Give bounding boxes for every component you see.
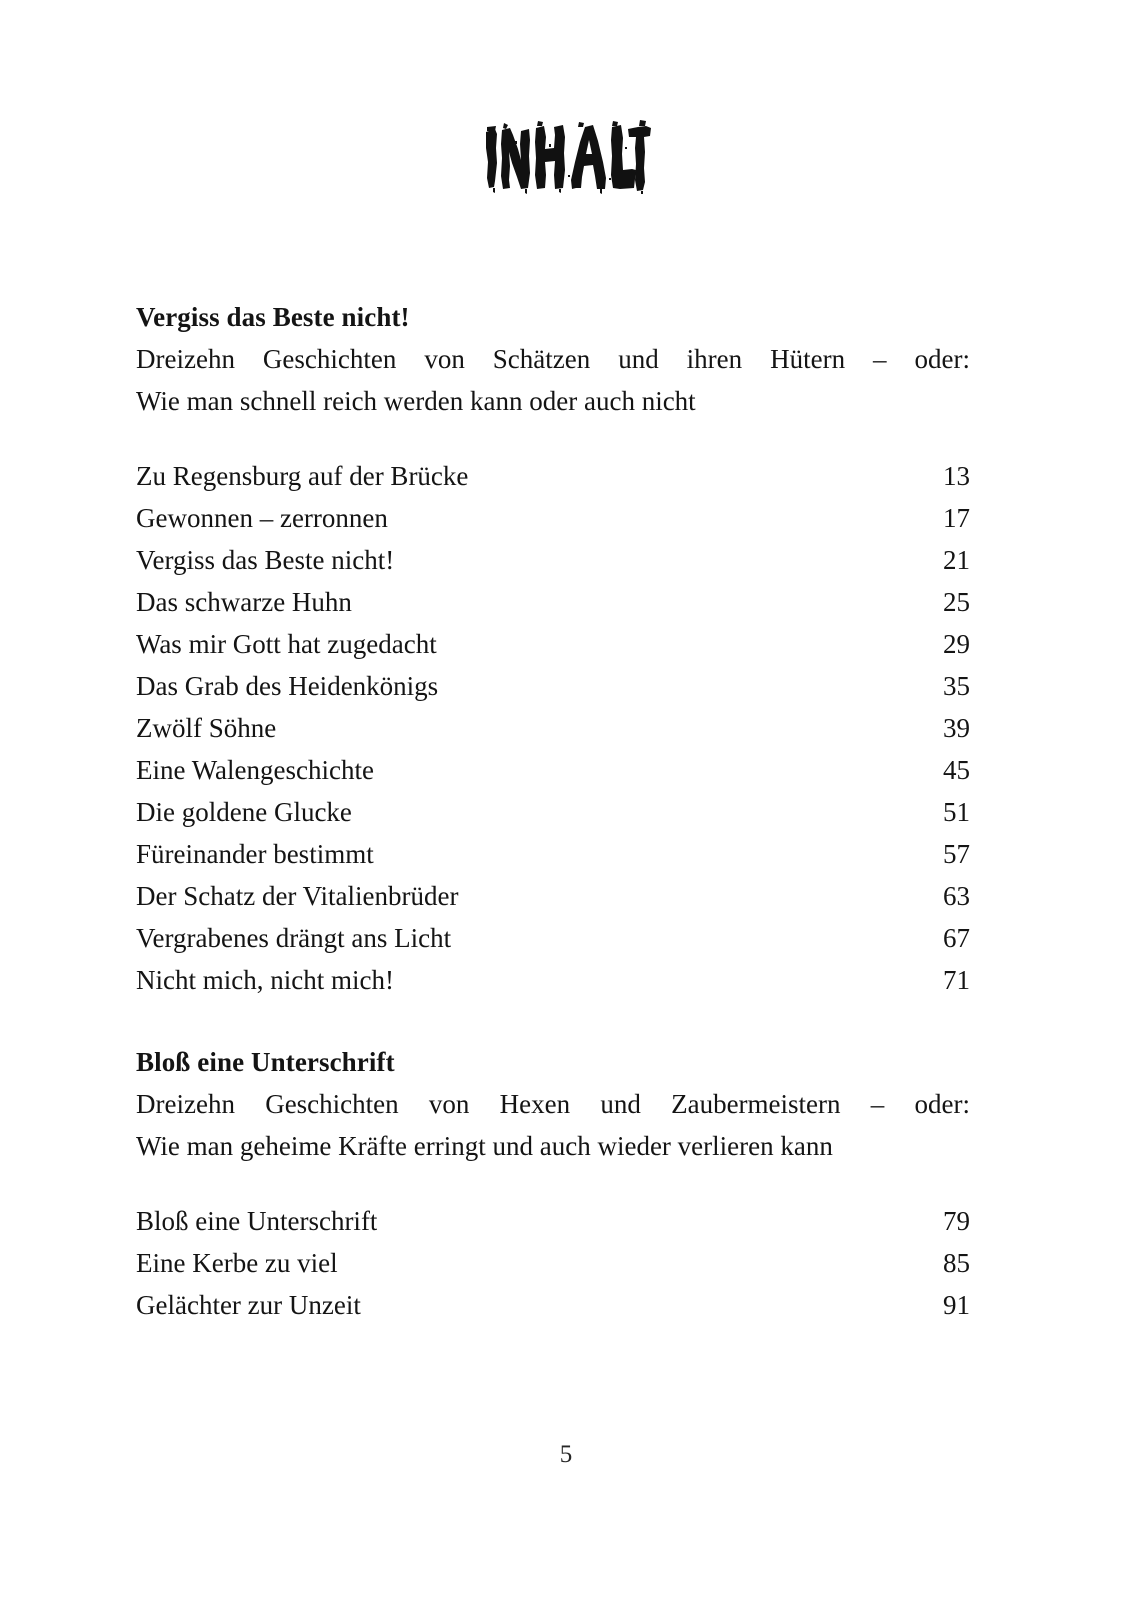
toc-entry-page: 67 <box>943 923 970 953</box>
section-subtitle-1-line-2: Wie man schnell reich werden kann oder auch nicht <box>136 386 696 416</box>
toc-entry-title: Das schwarze Huhn <box>136 587 352 617</box>
toc-entry[interactable] <box>136 497 970 539</box>
section-subtitle-1-line-1: Dreizehn Geschichten von Schätzen und ihren Hütern – oder: <box>136 344 970 374</box>
toc-list-1 <box>136 455 970 1001</box>
toc-entry-title: Vergiss das Beste nicht! <box>136 545 395 575</box>
page-title <box>0 118 1132 194</box>
toc-entry-title: Der Schatz der Vitalienbrüder <box>136 881 459 911</box>
toc-entry-title: Gelächter zur Unzeit <box>136 1290 361 1320</box>
toc-list-2 <box>136 1200 970 1326</box>
toc-entry-page: 25 <box>943 587 970 617</box>
toc-entry-page: 39 <box>943 713 970 743</box>
toc-entry[interactable] <box>136 749 970 791</box>
spacer <box>136 422 970 455</box>
section-subtitle-2 <box>136 1083 970 1167</box>
inhalt-title-graphic <box>480 118 652 194</box>
section-heading-1: Vergiss das Beste nicht! <box>136 302 410 332</box>
section-subtitle-2-line-2: Wie man geheime Kräfte erringt und auch wieder verlieren kann <box>136 1131 833 1161</box>
toc-entry[interactable] <box>136 539 970 581</box>
toc-entry-page: 79 <box>943 1206 970 1236</box>
toc-entry[interactable] <box>136 707 970 749</box>
toc-content <box>136 296 970 1326</box>
toc-entry[interactable] <box>136 833 970 875</box>
toc-entry-title: Die goldene Glucke <box>136 797 352 827</box>
toc-entry-title: Zu Regensburg auf der Brücke <box>136 461 469 491</box>
section-subtitle-2-line-1: Dreizehn Geschichten von Hexen und Zaubermeistern – oder: <box>136 1089 970 1119</box>
toc-entry[interactable] <box>136 1200 970 1242</box>
toc-entry-title: Eine Kerbe zu viel <box>136 1248 338 1278</box>
toc-entry-title: Was mir Gott hat zugedacht <box>136 629 437 659</box>
toc-entry[interactable] <box>136 791 970 833</box>
toc-entry[interactable] <box>136 875 970 917</box>
section-subtitle-1 <box>136 338 970 422</box>
toc-entry-title: Vergrabenes drängt ans Licht <box>136 923 452 953</box>
toc-entry-page: 85 <box>943 1248 970 1278</box>
toc-entry[interactable] <box>136 1242 970 1284</box>
toc-entry[interactable] <box>136 959 970 1001</box>
toc-entry-page: 51 <box>943 797 970 827</box>
toc-entry-page: 71 <box>943 965 970 995</box>
toc-entry-title: Füreinander bestimmt <box>136 839 374 869</box>
toc-entry-page: 35 <box>943 671 970 701</box>
toc-entry[interactable] <box>136 665 970 707</box>
toc-entry-page: 13 <box>943 461 970 491</box>
toc-entry[interactable] <box>136 917 970 959</box>
toc-entry-title: Gewonnen – zerronnen <box>136 503 388 533</box>
toc-entry-page: 57 <box>943 839 970 869</box>
toc-entry-page: 29 <box>943 629 970 659</box>
toc-entry-title: Nicht mich, nicht mich! <box>136 965 394 995</box>
toc-entry[interactable] <box>136 581 970 623</box>
toc-entry-page: 21 <box>943 545 970 575</box>
toc-entry-title: Das Grab des Heidenkönigs <box>136 671 439 701</box>
toc-entry[interactable] <box>136 455 970 497</box>
toc-section-1 <box>136 296 970 1001</box>
toc-entry-title: Bloß eine Unterschrift <box>136 1206 378 1236</box>
toc-entry[interactable] <box>136 623 970 665</box>
spacer <box>136 1001 970 1041</box>
toc-section-2 <box>136 1041 970 1326</box>
toc-entry-page: 45 <box>943 755 970 785</box>
toc-entry-page: 17 <box>943 503 970 533</box>
toc-entry-page: 91 <box>943 1290 970 1320</box>
toc-entry-page: 63 <box>943 881 970 911</box>
toc-entry-title: Eine Walengeschichte <box>136 755 374 785</box>
page-folio: 5 <box>559 1441 573 1468</box>
toc-entry-title: Zwölf Söhne <box>136 713 277 743</box>
toc-entry[interactable] <box>136 1284 970 1326</box>
spacer <box>136 1167 970 1200</box>
section-heading-2: Bloß eine Unterschrift <box>136 1047 395 1077</box>
